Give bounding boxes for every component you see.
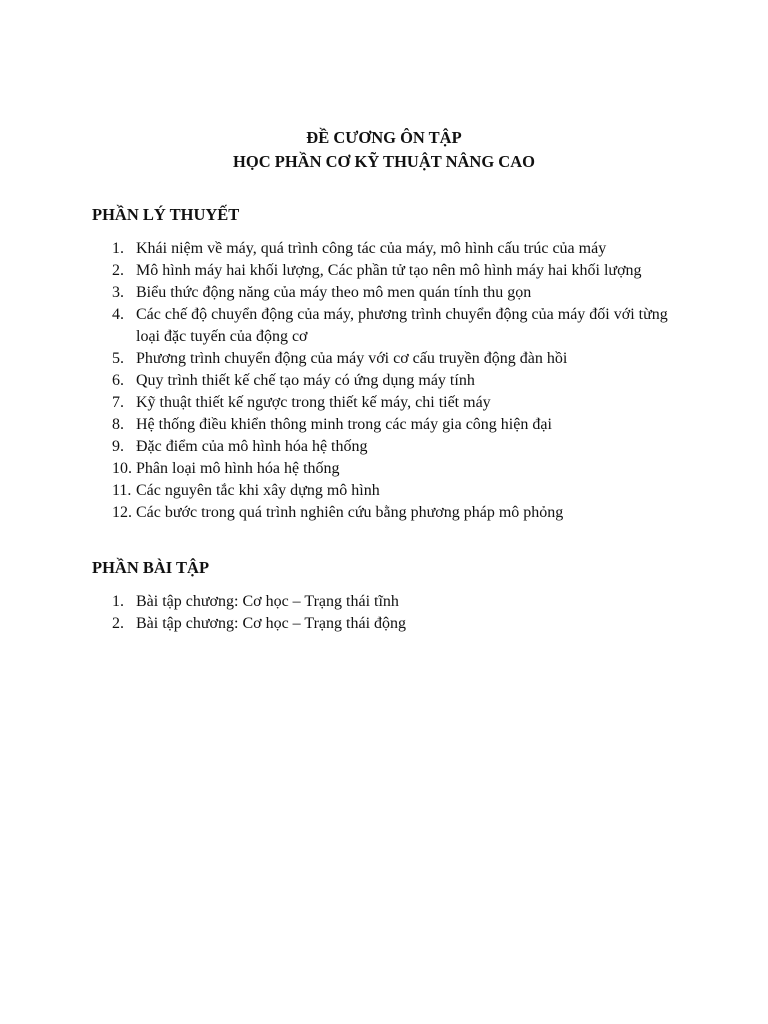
list-item (0, 458, 768, 480)
list-item (0, 436, 768, 458)
item-number: 3. (112, 284, 124, 301)
list-item (0, 348, 768, 370)
item-text: Bài tập chương: Cơ học – Trạng thái tĩnh (136, 593, 399, 610)
title-line-2: HỌC PHẦN CƠ KỸ THUẬT NÂNG CAO (233, 152, 535, 171)
title-line-1: ĐỀ CƯƠNG ÔN TẬP (306, 128, 462, 147)
item-number: 1. (112, 593, 124, 610)
list-item (0, 480, 768, 502)
list-item (0, 591, 768, 613)
document-title (0, 126, 768, 174)
item-text: Phân loại mô hình hóa hệ thống (136, 460, 340, 477)
item-number: 4. (112, 306, 124, 323)
list-item (0, 238, 768, 260)
item-text: Các nguyên tắc khi xây dựng mô hình (136, 482, 380, 499)
item-text: Các bước trong quá trình nghiên cứu bằng phương pháp mô phỏng (136, 504, 564, 521)
item-text: Biểu thức động năng của máy theo mô men quán tính thu gọn (136, 284, 532, 301)
list-item (0, 414, 768, 436)
item-number: 9. (112, 438, 124, 455)
list-item (0, 304, 768, 348)
item-number: 2. (112, 615, 124, 632)
theory-list (0, 238, 768, 524)
list-item (0, 613, 768, 635)
item-number: 12. (112, 504, 132, 521)
item-text: Kỹ thuật thiết kế ngược trong thiết kế máy, chi tiết máy (136, 394, 491, 411)
item-text: Bài tập chương: Cơ học – Trạng thái động (136, 615, 407, 632)
item-text: Quy trình thiết kế chế tạo máy có ứng dụng máy tính (136, 372, 475, 389)
list-item (0, 260, 768, 282)
list-item (0, 370, 768, 392)
item-number: 6. (112, 372, 124, 389)
list-item (0, 392, 768, 414)
item-text: Phương trình chuyển động của máy với cơ cấu truyền động đàn hồi (136, 350, 568, 367)
exercise-list (0, 591, 768, 635)
item-number: 7. (112, 394, 124, 411)
theory-section-heading: PHẦN LÝ THUYẾT (92, 205, 240, 224)
list-item (0, 282, 768, 304)
item-text: Khái niệm về máy, quá trình công tác của máy, mô hình cấu trúc của máy (136, 240, 607, 257)
item-number: 1. (112, 240, 124, 257)
item-number: 8. (112, 416, 124, 433)
item-number: 2. (112, 262, 124, 279)
item-text: Mô hình máy hai khối lượng, Các phần tử tạo nên mô hình máy hai khối lượng (136, 262, 642, 279)
item-text: Các chế độ chuyển động của máy, phương trình chuyển động của máy đối với từng loại đặc tuyến của động cơ (136, 306, 668, 345)
item-number: 11. (112, 482, 132, 499)
item-text: Hệ thống điều khiển thông minh trong các máy gia công hiện đại (136, 416, 552, 433)
item-number: 5. (112, 350, 124, 367)
exercise-section-heading: PHẦN BÀI TẬP (92, 558, 210, 577)
list-item (0, 502, 768, 524)
item-number: 10. (112, 460, 132, 477)
item-text: Đặc điểm của mô hình hóa hệ thống (136, 438, 368, 455)
